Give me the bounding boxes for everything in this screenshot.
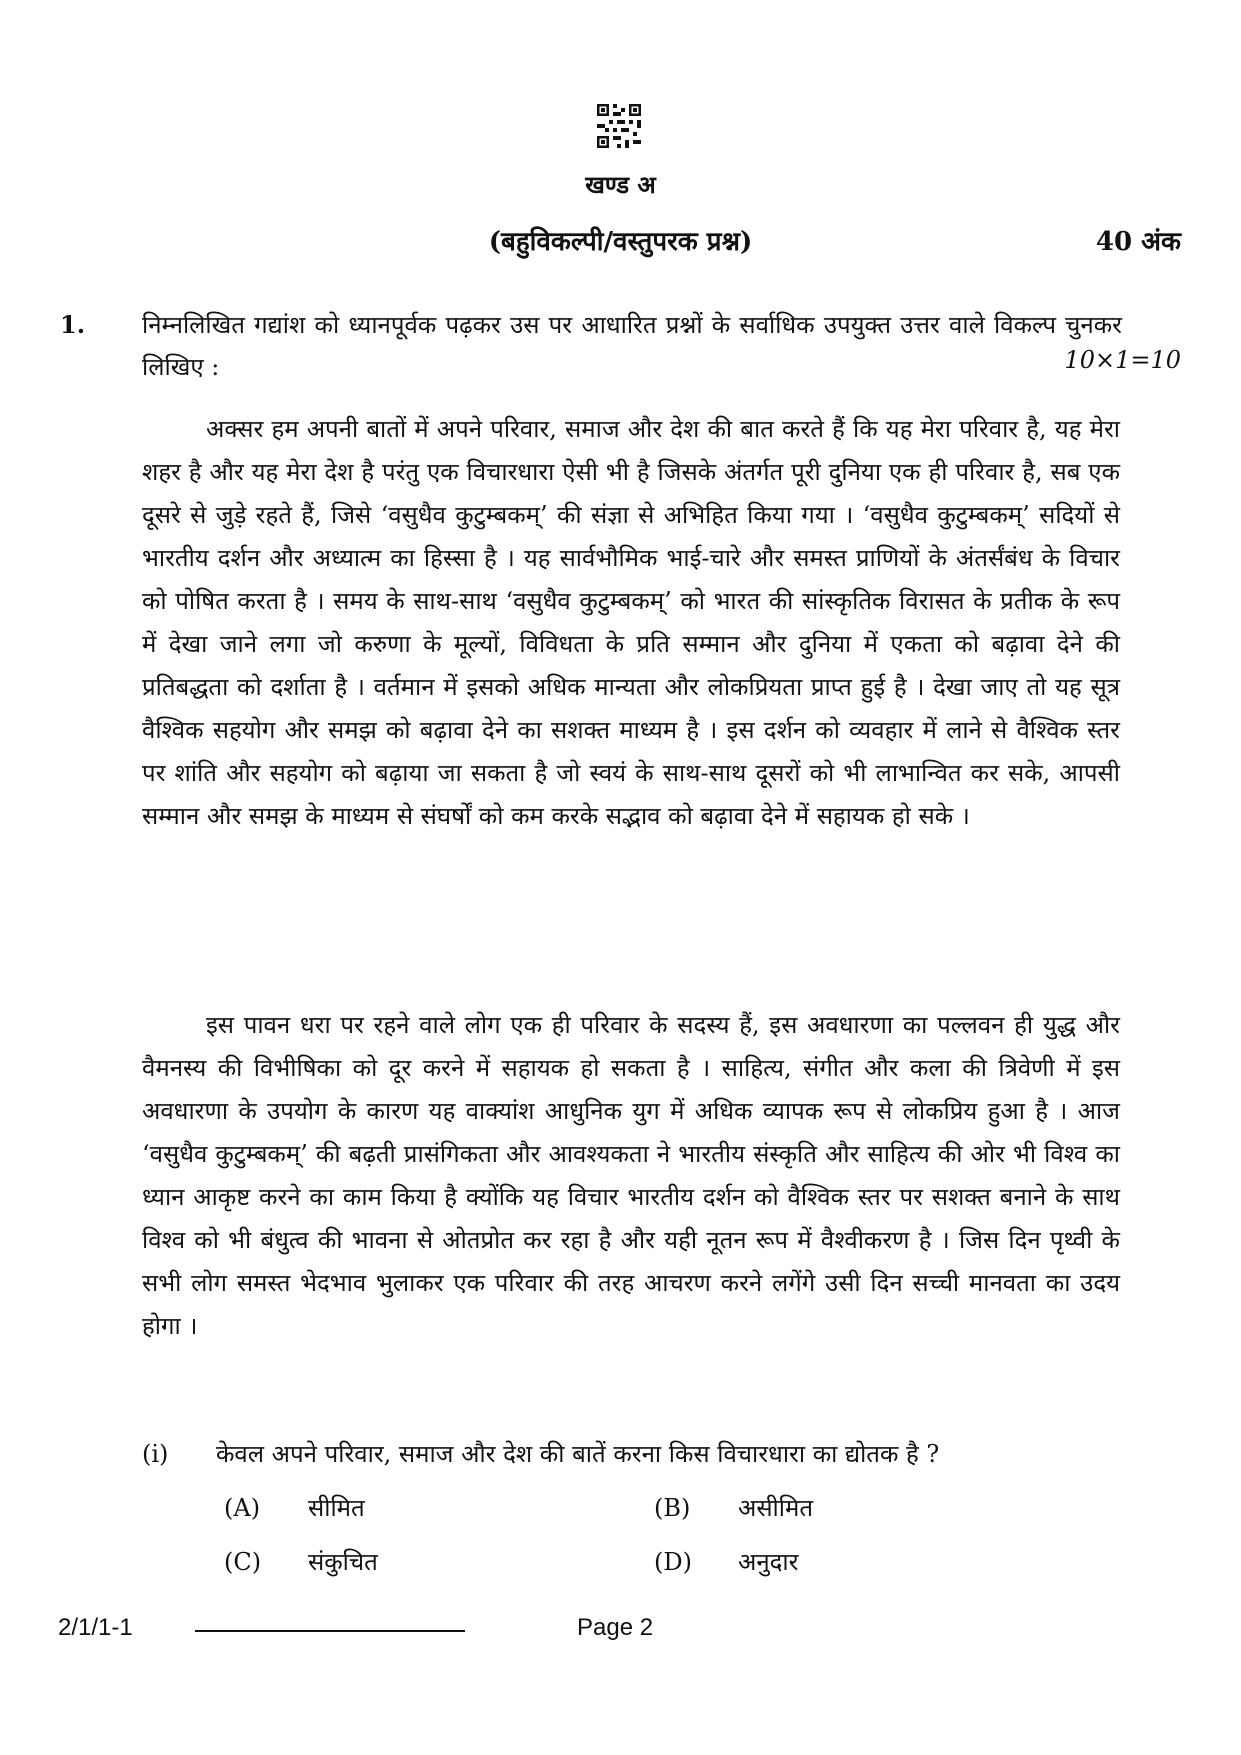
option-c	[224, 1545, 378, 1578]
sub-question-number: (i)	[142, 1440, 169, 1468]
option-b	[654, 1491, 813, 1524]
option-label: (B)	[654, 1494, 691, 1522]
paper-code: 2/1/1-1	[58, 1614, 133, 1641]
option-label: (A)	[224, 1494, 261, 1522]
sub-question	[142, 1437, 1132, 1470]
passage-paragraph: अक्सर हम अपनी बातों में अपने परिवार, समाज और देश की बात करते हैं कि यह मेरा परिवार है, यह मेरा शहर है और यह मेरा देश है परंतु एक विचारधारा ऐसी भी है जिसके अंतर्गत पूरी दुनिया एक ही परिवार है, सब एक दूसरे से जुड़े रहते हैं, जिसे ‘वसुधैव कुटुम्बकम्’ की संज्ञा से अभिहित किया गया । ‘वसुधैव कुटुम्बकम्’ सदियों से भारतीय दर्शन और अध्यात्म का हिस्सा है । यह सार्वभौमिक भाई-चारे और समस्त प्राणियों के अंतर्संबंध के विचार को पोषित करता है । समय के साथ-साथ ‘वसुधैव कुटुम्बकम्’ को भारत की सांस्कृतिक विरासत के प्रतीक के रूप में देखा जाने लगा जो करुणा के मूल्यों, विविधता के प्रति सम्मान और दुनिया में एकता को बढ़ावा देने की प्रतिबद्धता को दर्शाता है । वर्तमान में इसको अधिक मान्यता और लोकप्रियता प्राप्त हुई है । देखा जाए तो यह सूत्र वैश्विक सहयोग और समझ को बढ़ावा देने का सशक्त माध्यम है । इस दर्शन को व्यवहार में लाने से वैश्विक स्तर पर शांति और सहयोग को बढ़ाया जा सकता है जो स्वयं के साथ-साथ दूसरों को भी लाभान्वित कर सके, आपसी सम्मान और समझ के माध्यम से संघर्षों को कम करके सद्भाव को बढ़ावा देने में सहायक हो सके ।	[142, 415, 1120, 830]
section-subtitle: (बहुविकल्पी/वस्तुपरक प्रश्न)	[488, 227, 753, 257]
option-a	[224, 1491, 365, 1524]
option-text: सीमित	[308, 1494, 365, 1522]
section-title: खण्ड अ	[585, 170, 656, 199]
sub-question-text: केवल अपने परिवार, समाज और देश की बातें करना किस विचारधारा का द्योतक है ?	[216, 1440, 940, 1468]
footer-divider	[195, 1630, 465, 1632]
question-marks: 10×1=10	[1064, 346, 1181, 374]
option-text: संकुचित	[308, 1548, 378, 1576]
page-number: Page 2	[577, 1614, 654, 1641]
option-text: अनुदार	[738, 1548, 799, 1576]
option-label: (D)	[654, 1548, 692, 1576]
question-instruction: निम्नलिखित गद्यांश को ध्यानपूर्वक पढ़कर उस पर आधारित प्रश्नों के सर्वाधिक उपयुक्त उत्तर वाले विकल्प चुनकर लिखिए :	[142, 311, 1122, 381]
option-text: असीमित	[738, 1494, 814, 1522]
option-d	[654, 1545, 798, 1578]
qr-code	[597, 104, 641, 148]
option-label: (C)	[224, 1548, 262, 1576]
passage-paragraph: इस पावन धरा पर रहने वाले लोग एक ही परिवार के सदस्य हैं, इस अवधारणा का पल्लवन ही युद्ध और वैमनस्य की विभीषिका को दूर करने में सहायक हो सकता है । साहित्य, संगीत और कला की त्रिवेणी में इस अवधारणा के उपयोग के कारण यह वाक्यांश आधुनिक युग में अधिक व्यापक रूप से लोकप्रिय हुआ है । आज ‘वसुधैव कुटुम्बकम्’ की बढ़ती प्रासंगिकता और आवश्यकता ने भारतीय संस्कृति और साहित्य की ओर भी विश्व का ध्यान आकृष्ट करने का काम किया है क्योंकि यह विचार भारतीय दर्शन को वैश्विक स्तर पर सशक्त बनाने के साथ विश्व को भी बंधुत्व की भावना से ओतप्रोत कर रहा है और यही नूतन रूप में वैश्वीकरण है । जिस दिन पृथ्वी के सभी लोग समस्त भेदभाव भुलाकर एक परिवार की तरह आचरण करने लगेंगे उसी दिन सच्ची मानवता का उदय होगा ।	[142, 1011, 1120, 1340]
question-number: 1.	[60, 310, 86, 339]
total-marks: 40 अंक	[1095, 227, 1181, 257]
